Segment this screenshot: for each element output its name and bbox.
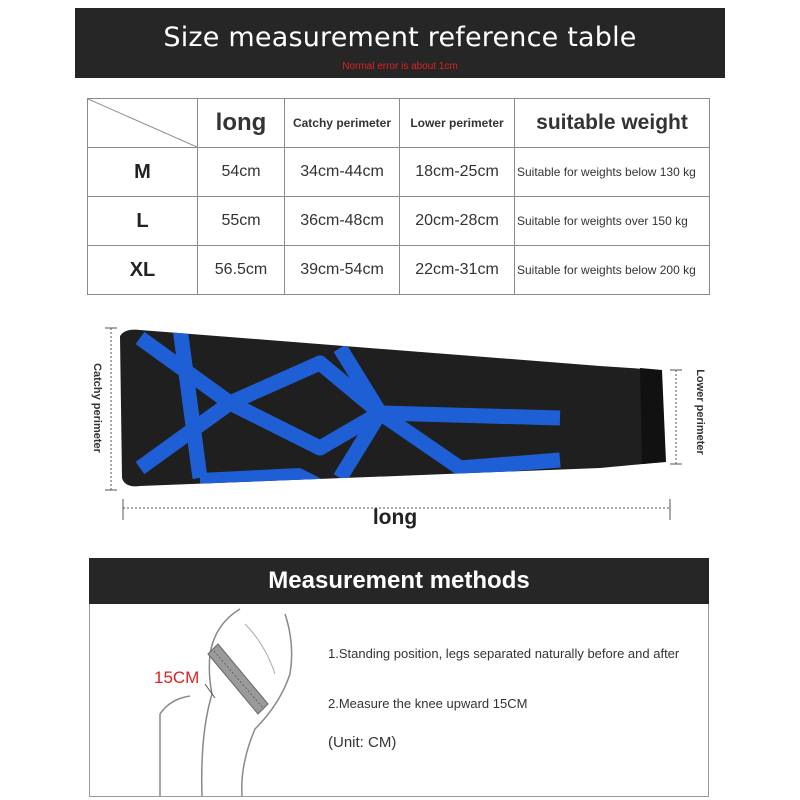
catchy-value: 34cm-44cm: [285, 148, 400, 197]
step-2: 2.Measure the knee upward 15CM: [328, 696, 528, 711]
table-row: [88, 246, 710, 295]
long-value: 56.5cm: [198, 246, 285, 295]
weight-value: Suitable for weights below 130 kg: [515, 148, 710, 197]
measuring-tape: [208, 644, 268, 714]
table-row: [88, 148, 710, 197]
table-row: [88, 197, 710, 246]
long-value: 55cm: [198, 197, 285, 246]
tape-label: 15CM: [154, 668, 200, 687]
col-header-weight: suitable weight: [515, 99, 710, 148]
lower-value: 20cm-28cm: [400, 197, 515, 246]
sleeve-cuff: [640, 368, 666, 464]
sleeve-diagram: [0, 318, 800, 538]
weight-value: Suitable for weights below 200 kg: [515, 246, 710, 295]
size-label: L: [88, 197, 198, 246]
long-value: 54cm: [198, 148, 285, 197]
error-note: Normal error is about 1cm: [342, 61, 458, 72]
methods-title: Measurement methods: [89, 558, 709, 604]
col-header-catchy: Catchy perimeter: [285, 99, 400, 148]
lower-value: 18cm-25cm: [400, 148, 515, 197]
lower-perimeter-label: Lower perimeter: [693, 369, 706, 455]
sleeve-illustration: [0, 318, 800, 538]
col-header-long: long: [198, 99, 285, 148]
size-label: XL: [88, 246, 198, 295]
long-label: long: [372, 506, 418, 529]
table-header-row: [88, 99, 710, 148]
catchy-value: 36cm-48cm: [285, 197, 400, 246]
size-label: M: [88, 148, 198, 197]
weight-value: Suitable for weights over 150 kg: [515, 197, 710, 246]
page-title: Size measurement reference table: [163, 22, 637, 53]
lower-value: 22cm-31cm: [400, 246, 515, 295]
catchy-perimeter-label: Catchy perimeter: [90, 363, 103, 453]
catchy-value: 39cm-54cm: [285, 246, 400, 295]
size-table: [87, 98, 710, 295]
header-banner: [75, 8, 725, 78]
step-1: 1.Standing position, legs separated naturally before and after: [328, 646, 680, 661]
knee-illustration: [90, 604, 320, 796]
col-header-lower: Lower perimeter: [400, 99, 515, 148]
methods-panel: [89, 604, 709, 797]
corner-cell: [88, 99, 198, 148]
unit-note: (Unit: CM): [328, 734, 397, 751]
diagonal-line: [88, 99, 197, 147]
